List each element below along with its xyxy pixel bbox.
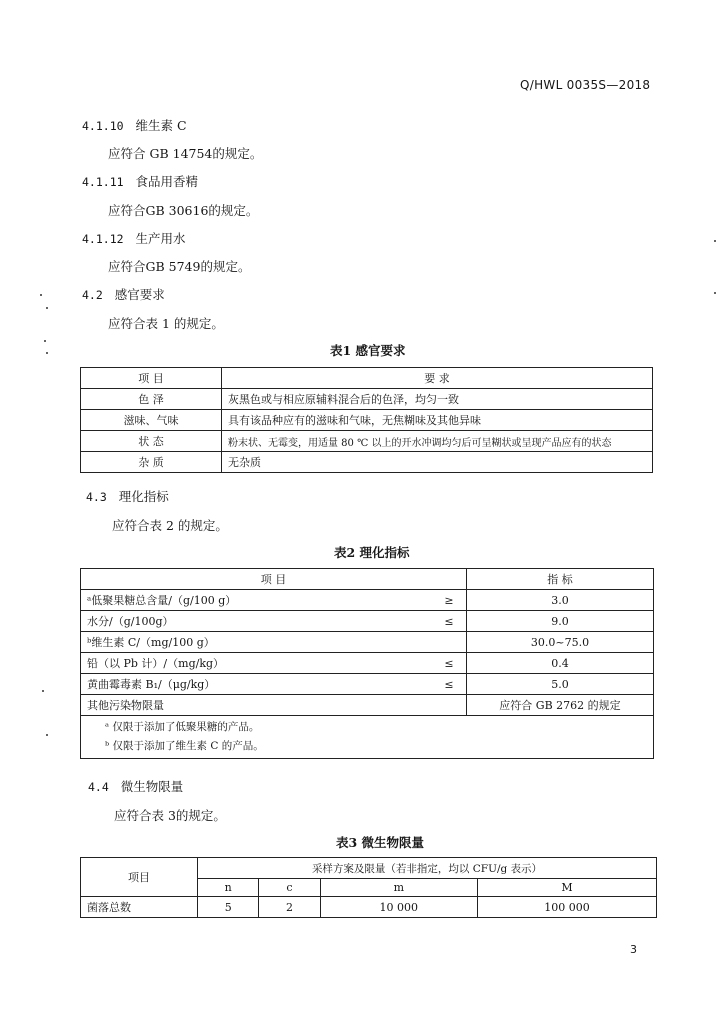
- section-number: 4.1.10: [82, 119, 124, 133]
- table-row: [81, 653, 654, 674]
- scan-speck: [714, 240, 716, 242]
- table-row: [81, 632, 654, 653]
- table-header-cell: m: [320, 879, 477, 897]
- table-header-cell: 要 求: [222, 368, 653, 389]
- table-header-row: [81, 368, 653, 389]
- table-header-cell: M: [478, 879, 657, 897]
- sensory-table: [80, 367, 653, 473]
- section-text-4-1-11: 应符合GB 30616的规定。: [108, 203, 259, 218]
- microbial-limit-table: [80, 857, 657, 918]
- table2-caption: 表2 理化指标: [334, 545, 410, 560]
- comparison-symbol: ≤: [432, 611, 467, 632]
- section-text-4-2: 应符合表 1 的规定。: [108, 316, 224, 331]
- comparison-symbol: ≥: [432, 590, 467, 611]
- scan-speck: [44, 340, 46, 342]
- table-row: [81, 452, 653, 473]
- table-cell: 杂 质: [81, 452, 222, 473]
- table-cell: 菌落总数: [81, 897, 198, 918]
- comparison-symbol: ≤: [432, 653, 467, 674]
- table1-caption: 表1 感官要求: [330, 343, 406, 358]
- section-text-4-3: 应符合表 2 的规定。: [112, 518, 228, 533]
- table-cell: 9.0: [466, 611, 653, 632]
- table-cell: ᵃ低聚果糖总含量/（g/100 g）: [81, 590, 432, 611]
- table-header-cell: 项 目: [81, 368, 222, 389]
- section-heading-4-1-10: [82, 116, 187, 134]
- section-heading-4-3: [86, 487, 169, 505]
- table-note: ᵃ 仅限于添加了低聚果糖的产品。: [105, 721, 260, 733]
- table-cell: 5: [198, 897, 259, 918]
- table-row: [81, 695, 654, 716]
- table-note: ᵇ 仅限于添加了维生素 C 的产品。: [105, 740, 264, 752]
- section-heading-4-1-11: [82, 172, 198, 190]
- section-title: 生产用水: [135, 231, 186, 246]
- section-title: 感官要求: [114, 287, 165, 302]
- scan-speck: [714, 292, 716, 294]
- table-cell: 其他污染物限量: [81, 695, 432, 716]
- page-number: 3: [630, 943, 637, 956]
- table-cell: 30.0~75.0: [466, 632, 653, 653]
- table-header-cell: 指 标: [466, 569, 653, 590]
- table-cell: 水分/（g/100g）: [81, 611, 432, 632]
- table3-caption: 表3 微生物限量: [336, 835, 425, 850]
- table-row: [81, 674, 654, 695]
- comparison-symbol: [432, 632, 467, 653]
- table-cell: 5.0: [466, 674, 653, 695]
- section-title: 食品用香精: [135, 174, 198, 189]
- table-row: [81, 410, 653, 431]
- section-number: 4.4: [88, 780, 109, 794]
- section-heading-4-2: [82, 285, 165, 303]
- table-cell: 0.4: [466, 653, 653, 674]
- comparison-symbol: ≤: [432, 674, 467, 695]
- table-cell: 应符合 GB 2762 的规定: [466, 695, 653, 716]
- table-cell: 黄曲霉毒素 B₁/（μg/kg）: [81, 674, 432, 695]
- section-number: 4.3: [86, 490, 107, 504]
- table-cell: 状 态: [81, 431, 222, 452]
- table-cell: 灰黑色或与相应原辅料混合后的色泽，均匀一致: [222, 389, 653, 410]
- table-cell: 无杂质: [222, 452, 653, 473]
- table-cell: 10 000: [320, 897, 477, 918]
- table-header-row: [81, 858, 657, 879]
- section-heading-4-4: [88, 777, 183, 795]
- table-cell: 具有该品种应有的滋味和气味，无焦糊味及其他异味: [222, 410, 653, 431]
- scan-speck: [46, 734, 48, 736]
- table-header-cell: c: [259, 879, 320, 897]
- comparison-symbol: [432, 695, 467, 716]
- table-row: [81, 590, 654, 611]
- table-row: [81, 389, 653, 410]
- table-header-cell: 采样方案及限量（若非指定，均以 CFU/g 表示）: [198, 858, 657, 879]
- table-notes: [81, 716, 654, 759]
- table-cell: 铅（以 Pb 计）/（mg/kg）: [81, 653, 432, 674]
- table-cell: 100 000: [478, 897, 657, 918]
- section-title: 理化指标: [118, 489, 169, 504]
- section-number: 4.1.11: [82, 175, 124, 189]
- section-number: 4.1.12: [82, 232, 124, 246]
- physicochemical-table: [80, 568, 654, 759]
- section-number: 4.2: [82, 288, 103, 302]
- table-cell: ᵇ维生素 C/（mg/100 g）: [81, 632, 432, 653]
- table-row: [81, 431, 653, 452]
- scan-speck: [46, 352, 48, 354]
- scan-speck: [46, 307, 48, 309]
- document-id: Q/HWL 0035S—2018: [520, 78, 651, 92]
- table-notes-row: [81, 716, 654, 759]
- table-cell: 3.0: [466, 590, 653, 611]
- section-text-4-1-12: 应符合GB 5749的规定。: [108, 259, 251, 274]
- table-header-cell: n: [198, 879, 259, 897]
- table-header-row: [81, 569, 654, 590]
- section-text-4-1-10: 应符合 GB 14754的规定。: [108, 146, 263, 161]
- section-title: 微生物限量: [120, 779, 184, 794]
- table-row: [81, 611, 654, 632]
- table-cell: 滋味、气味: [81, 410, 222, 431]
- table-cell: 色 泽: [81, 389, 222, 410]
- table-header-cell: 项目: [81, 858, 198, 897]
- scan-speck: [42, 690, 44, 692]
- section-heading-4-1-12: [82, 229, 185, 247]
- table-cell: 粉末状、无霉变，用适量 80 ℃ 以上的开水冲调均匀后可呈糊状或呈现产品应有的状态: [222, 431, 653, 452]
- table-row: [81, 897, 657, 918]
- table-header-cell: 项 目: [81, 569, 467, 590]
- table-cell: 2: [259, 897, 320, 918]
- section-text-4-4: 应符合表 3的规定。: [114, 808, 226, 823]
- scan-speck: [40, 294, 42, 296]
- section-title: 维生素 C: [135, 118, 187, 133]
